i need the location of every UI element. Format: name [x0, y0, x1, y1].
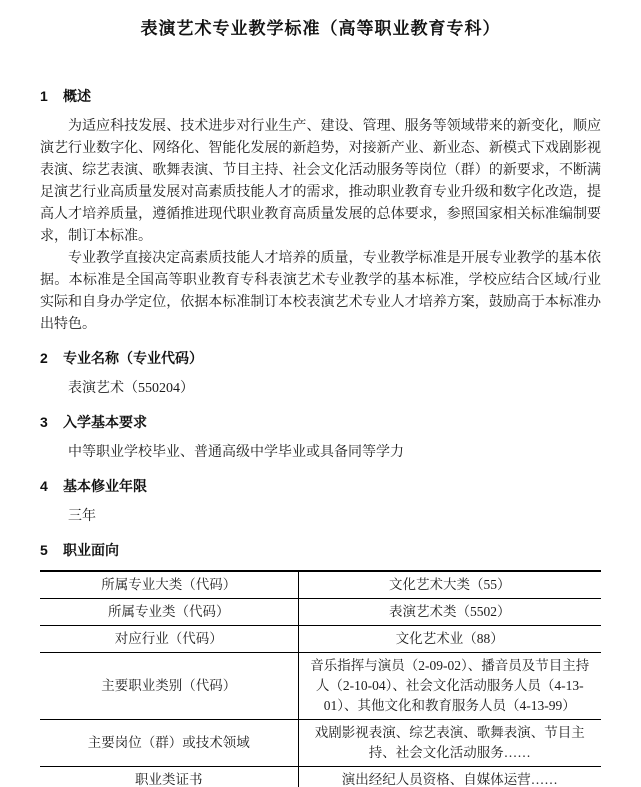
section-heading-overview [40, 88, 601, 104]
overview-paragraph-1: 为适应科技发展、技术进步对行业生产、建设、管理、服务等领域带来的新变化，顺应演艺行业数字化、网络化、智能化发展的新趋势，对接新产业、新业态、新模式下戏剧影视表演、综艺表演、歌舞表演、节目主持、社会文化活动服务等岗位（群）的新要求，不断满足演艺行业高质量发展对高素质技能人才的需求，推动职业教育专业升级和数字化改造，提高人才培养质量，遵循推进现代职业教育高质量发展的总体要求，参照国家相关标准编制要求，制订本标准。 [40, 119, 601, 244]
table-row [40, 626, 601, 653]
table-row [40, 571, 601, 599]
career-orientation-table [40, 570, 601, 787]
section-number: 3 [40, 414, 48, 430]
section-heading-study-duration [40, 478, 601, 494]
row-value: 音乐指挥与演员（2-09-02）、播音员及节目主持人（2-10-04）、社会文化活动服务人员（4-13-01）、其他文化和教育服务人员（4-13-99） [298, 653, 601, 720]
section-title: 基本修业年限 [63, 478, 147, 494]
entry-requirements-value: 中等职业学校毕业、普通高级中学毕业或具备同等学力 [68, 445, 404, 460]
table-row [40, 767, 601, 787]
major-name-value: 表演艺术（550204） [68, 381, 194, 396]
section-heading-career-orientation [40, 542, 601, 558]
row-value: 表演艺术类（5502） [298, 599, 601, 626]
row-value: 戏剧影视表演、综艺表演、歌舞表演、节目主持、社会文化活动服务…… [298, 720, 601, 767]
row-value: 文化艺术业（88） [298, 626, 601, 653]
row-label: 主要职业类别（代码） [40, 653, 298, 720]
section-number: 5 [40, 542, 48, 558]
section-number: 4 [40, 478, 48, 494]
section-number: 1 [40, 88, 48, 104]
row-label: 职业类证书 [40, 767, 298, 787]
row-label: 主要岗位（群）或技术领域 [40, 720, 298, 767]
section-heading-major-name [40, 350, 601, 366]
row-label: 所属专业大类（代码） [40, 571, 298, 599]
study-duration-value: 三年 [68, 509, 96, 524]
section-number: 2 [40, 350, 48, 366]
section-heading-entry-requirements [40, 414, 601, 430]
page-title: 表演艺术专业教学标准（高等职业教育专科） [140, 19, 501, 38]
table-row [40, 599, 601, 626]
section-title: 概述 [63, 88, 91, 104]
row-value: 文化艺术大类（55） [298, 571, 601, 599]
section-title: 职业面向 [63, 542, 119, 558]
table-row [40, 653, 601, 720]
section-title: 入学基本要求 [63, 414, 147, 430]
row-label: 对应行业（代码） [40, 626, 298, 653]
row-label: 所属专业类（代码） [40, 599, 298, 626]
row-value: 演出经纪人员资格、自媒体运营…… [298, 767, 601, 787]
overview-paragraph-2: 专业教学直接决定高素质技能人才培养的质量，专业教学标准是开展专业教学的基本依据。本标准是全国高等职业教育专科表演艺术专业教学的基本标准，学校应结合区域/行业实际和自身办学定位，依据本标准制订本校表演艺术专业人才培养方案，鼓励高于本标准办出特色。 [40, 251, 601, 332]
section-title: 专业名称（专业代码） [63, 350, 203, 366]
table-row [40, 720, 601, 767]
